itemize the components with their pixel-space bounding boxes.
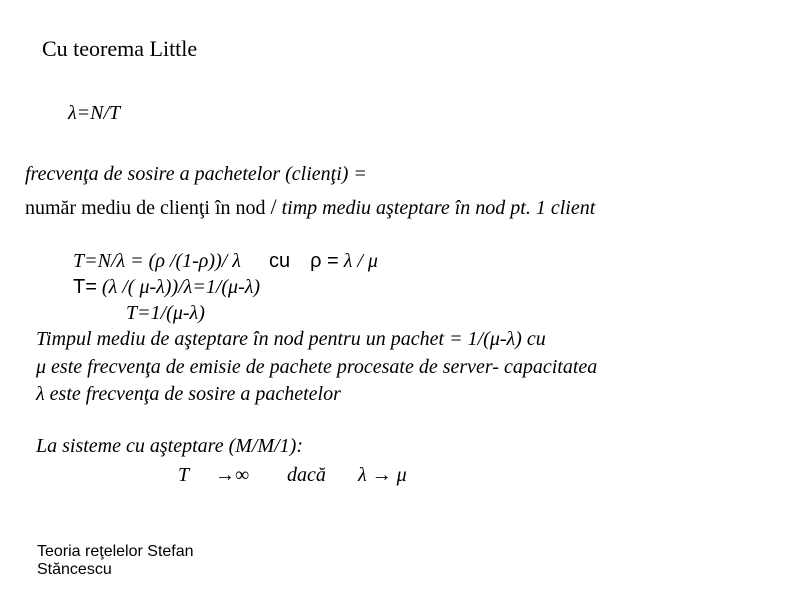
definition-numerator: număr mediu de clienţi în nod [25, 197, 271, 219]
definition-line-2 [25, 196, 595, 219]
equation-2-expression: (λ /( μ-λ))/λ=1/(μ-λ) [96, 276, 261, 298]
slide-title: Cu teorema Little [42, 36, 198, 61]
text-mu-definition: μ este frecvenţa de emisie de pachete procesate de server- capacitatea [36, 356, 598, 378]
limit-arrow-infinity: →∞ [215, 464, 250, 486]
equation-line-3: T=1/(μ-λ) [126, 302, 205, 324]
footer-line-2: Stăncescu [37, 561, 112, 578]
text-lambda-definition: λ este frecvenţa de sosire a pachetelor [36, 383, 341, 405]
limit-t: T [178, 464, 190, 486]
equation-line-2 [73, 276, 260, 298]
footer-line-1: Teoria reţelelor Stefan [37, 543, 194, 560]
limit-condition: λ → μ [358, 464, 407, 486]
equation-1-cu: cu [268, 250, 291, 272]
fraction-slash: / [270, 194, 277, 219]
equation-1-expression: T=N/λ = (ρ /(1-ρ))/ λ [73, 250, 241, 272]
equation-line-1 [73, 250, 378, 272]
definition-line-1: frecvenţa de sosire a pachetelor (clienţi) = [25, 163, 367, 185]
text-timpul-mediu: Timpul mediu de aşteptare în nod pentru un pachet = 1/(μ-λ) cu [36, 328, 546, 350]
equation-1-ratio: λ / μ [338, 250, 378, 272]
definition-denominator: timp mediu aşteptare în nod pt. 1 client [276, 197, 596, 219]
limit-daca: dacă [287, 464, 326, 486]
equation-2-prefix: T= [73, 276, 97, 298]
text-sisteme-asteptare: La sisteme cu aşteptare (M/M/1): [36, 435, 303, 457]
equation-1-rho: ρ = [310, 250, 339, 272]
little-formula: λ=N/T [68, 102, 121, 124]
slide-footer [37, 543, 194, 579]
